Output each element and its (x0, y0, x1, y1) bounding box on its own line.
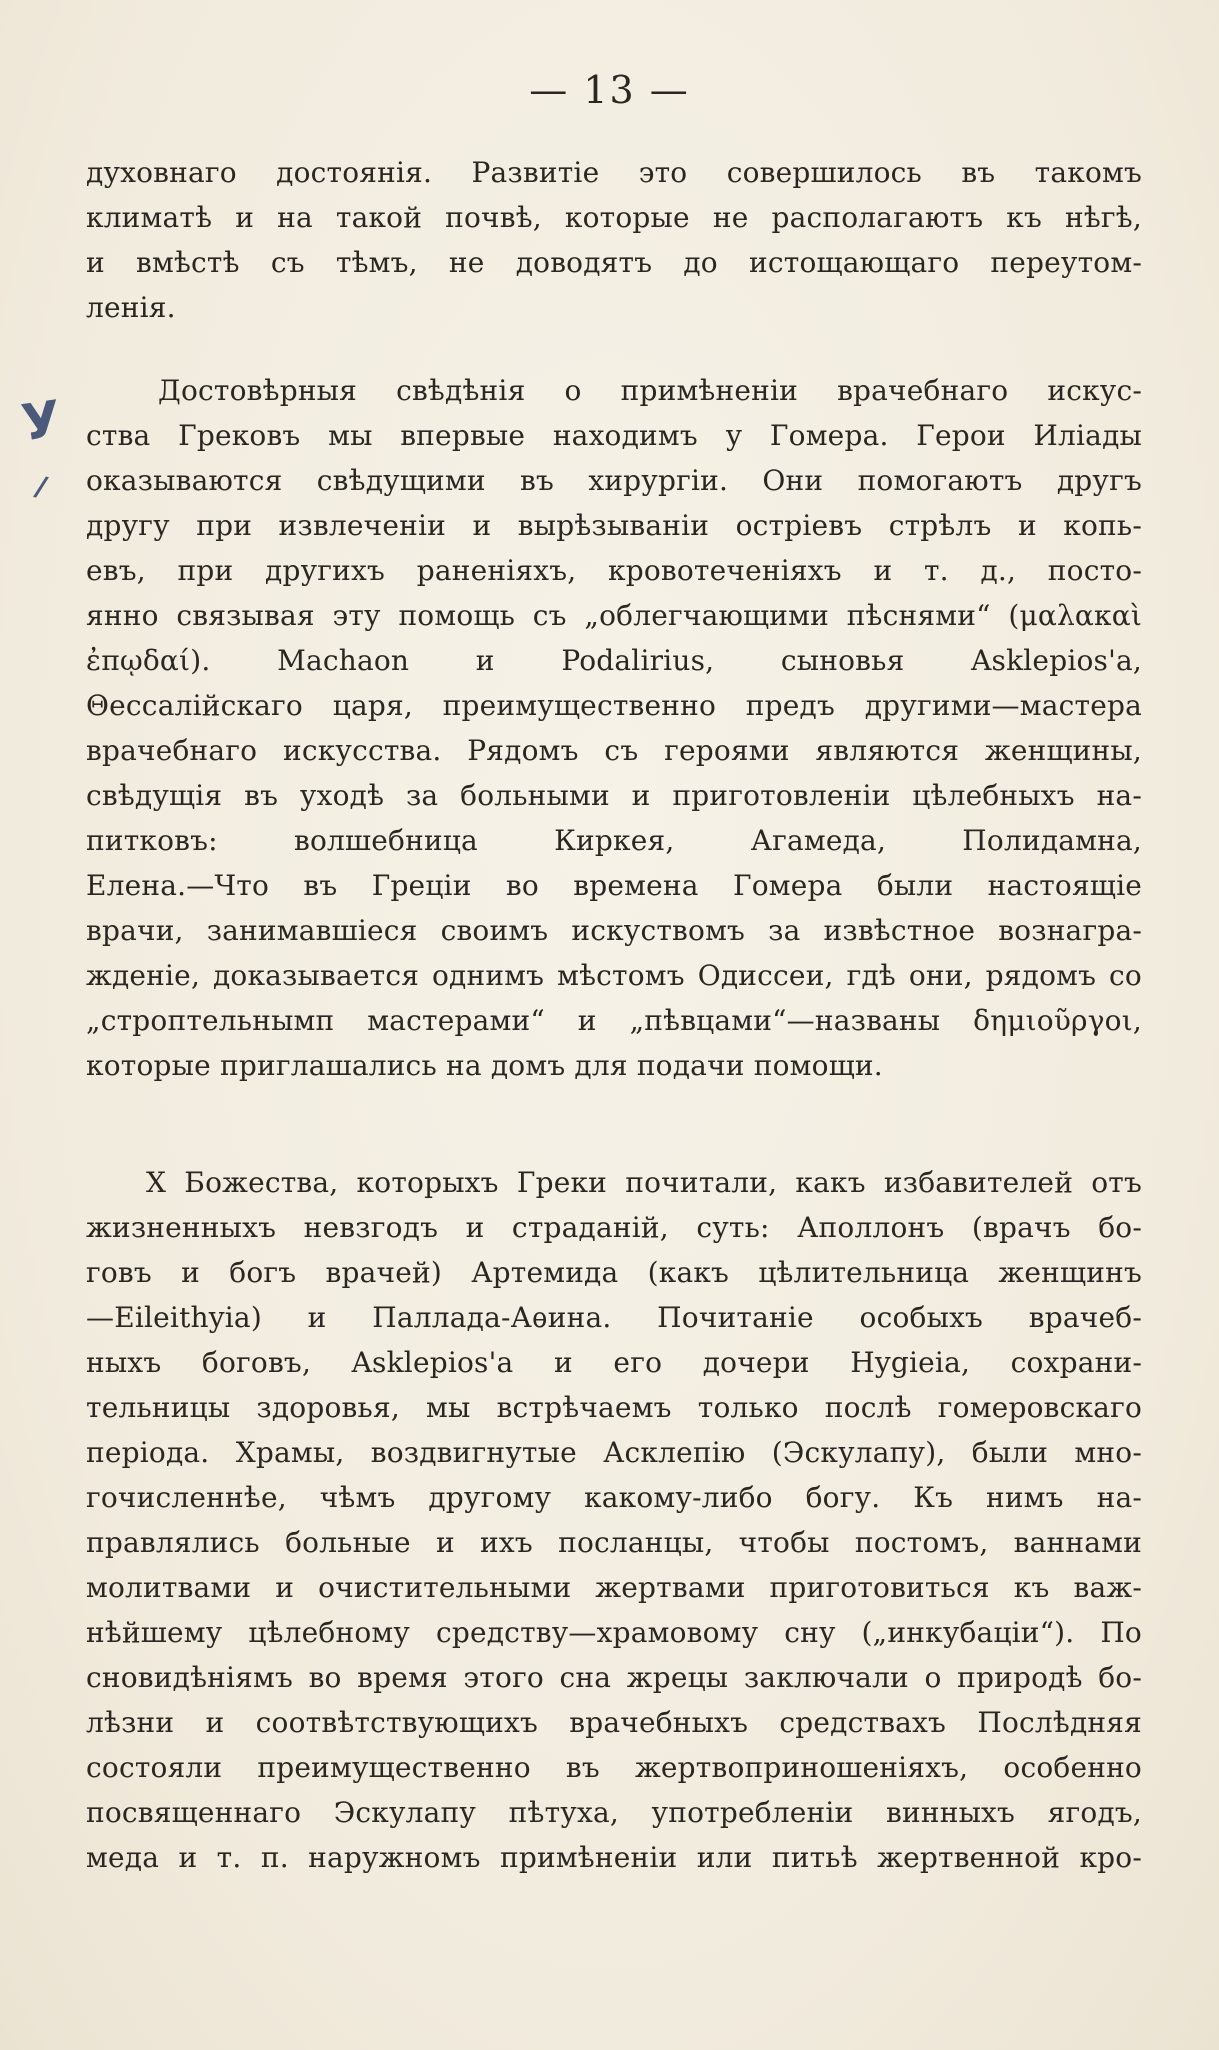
text-line: евъ, при другихъ раненіяхъ, кровотеченіяхъ и т. д., посто- (86, 554, 1142, 587)
text-line: посвященнаго Эскулапу пѣтуха, употребленіи винныхъ ягодъ, (86, 1796, 1142, 1829)
margin-handwritten-tick: / (31, 469, 51, 504)
text-line: молитвами и очистительными жертвами приготовиться къ важ- (86, 1571, 1142, 1604)
text-line: питковъ: волшебница Киркея, Агамеда, Полидамна, (86, 824, 1142, 857)
text-line: —Eileithyia) и Паллада-Аѳина. Почитаніе особыхъ врачеб- (86, 1301, 1142, 1334)
text-line: Елена.—Что въ Греціи во времена Гомера были настоящіе (86, 869, 1142, 902)
text-line: Θессалійскаго царя, преимущественно предъ другими—мастера (86, 689, 1142, 722)
text-line: оказываются свѣдущими въ хирургіи. Они помогаютъ другъ (86, 464, 1142, 497)
text-line: ἐπῳδαί). Machaon и Podalirius, сыновья Asklepios'a, (86, 644, 1142, 677)
text-line: меда и т. п. наружномъ примѣненіи или питьѣ жертвенной кро- (86, 1841, 1142, 1874)
text-line: ныхъ боговъ, Asklepios'a и его дочери Hygieia, сохрани- (86, 1346, 1142, 1379)
paragraph-1 (86, 150, 1142, 330)
text-line: гочисленнѣе, чѣмъ другому какому-либо богу. Къ нимъ на- (86, 1481, 1142, 1514)
text-line: Х Божества, которыхъ Греки почитали, какъ избавителей отъ (146, 1166, 1142, 1199)
text-line: періода. Храмы, воздвигнутые Асклепію (Эскулапу), были мно- (86, 1436, 1142, 1469)
paragraph-3 (86, 1160, 1142, 1880)
text-line: которые приглашались на домъ для подачи помощи. (86, 1049, 883, 1082)
text-line: жденіе, доказывается однимъ мѣстомъ Одиссеи, гдѣ они, рядомъ со (86, 959, 1142, 992)
text-line: лѣзни и соотвѣтствующихъ врачебныхъ средствахъ Послѣдняя (86, 1706, 1142, 1739)
text-line: и вмѣстѣ съ тѣмъ, не доводятъ до истощающаго переутом- (86, 246, 1142, 279)
paragraph-2 (86, 368, 1142, 1088)
text-line: „строптельнымп мастерами“ и „пѣвцами“—названы δημιοῦργοι, (86, 1004, 1142, 1037)
text-line: правлялись больные и ихъ посланцы, чтобы постомъ, ваннами (86, 1526, 1142, 1559)
page-number: — 13 — (529, 68, 690, 112)
text-line: состояли преимущественно въ жертвоприношеніяхъ, особенно (86, 1751, 1142, 1784)
text-line: нѣйшему цѣлебному средству—храмовому сну („инкубаціи“). По (86, 1616, 1142, 1649)
text-line: ленія. (86, 291, 176, 324)
text-line: ства Грековъ мы впервые находимъ у Гомера. Герои Иліады (86, 419, 1142, 452)
text-line: говъ и богъ врачей) Артемида (какъ цѣлительница женщинъ (86, 1256, 1142, 1289)
text-line: свѣдущія въ уходѣ за больными и приготовленіи цѣлебныхъ на- (86, 779, 1142, 812)
text-line: тельницы здоровья, мы встрѣчаемъ только послѣ гомеровскаго (86, 1391, 1142, 1424)
text-line: другу при извлеченіи и вырѣзываніи остріевъ стрѣлъ и копь- (86, 509, 1142, 542)
text-line: сновидѣніямъ во время этого сна жрецы заключали о природѣ бо- (86, 1661, 1142, 1694)
text-line: Достовѣрныя свѣдѣнія о примѣненіи врачебнаго искус- (158, 374, 1142, 407)
text-line: духовнаго достоянія. Развитіе это совершилось въ такомъ (86, 156, 1142, 189)
text-line: климатѣ и на такой почвѣ, которые не располагаютъ къ нѣгѣ, (86, 201, 1142, 234)
text-line: янно связывая эту помощь съ „облегчающими пѣснями“ (μαλακαὶ (86, 599, 1142, 632)
margin-handwritten-mark: У (18, 389, 65, 453)
text-line: врачебнаго искусства. Рядомъ съ героями являются женщины, (86, 734, 1142, 767)
text-line: врачи, занимавшіеся своимъ искуствомъ за извѣстное вознагра- (86, 914, 1142, 947)
text-line: жизненныхъ невзгодъ и страданій, суть: Аполлонъ (врачъ бо- (86, 1211, 1142, 1244)
